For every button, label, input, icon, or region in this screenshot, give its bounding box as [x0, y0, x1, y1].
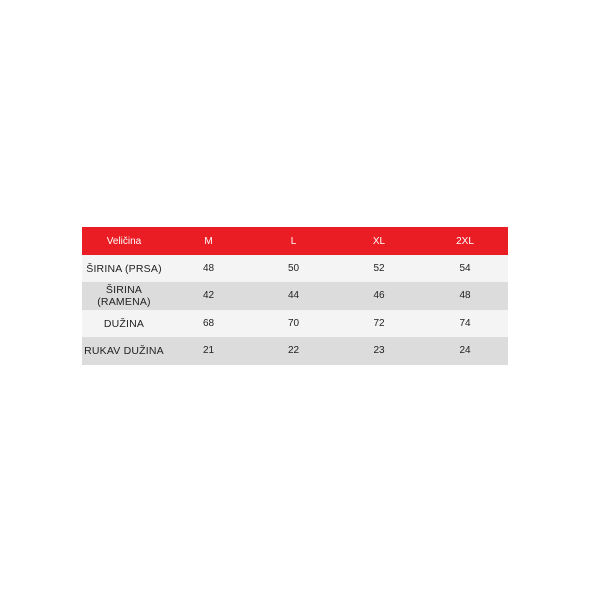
- table-cell: 44: [251, 282, 336, 310]
- row-label-length: DUŽINA: [82, 310, 166, 337]
- table-row: [82, 282, 508, 310]
- table-cell: 42: [166, 282, 251, 310]
- header-size-m: M: [166, 227, 251, 255]
- header-size-l: L: [251, 227, 336, 255]
- table-cell: 48: [422, 282, 508, 310]
- row-label-chest-width: ŠIRINA (PRSA): [82, 255, 166, 282]
- table-cell: 48: [166, 255, 251, 282]
- table-cell: 52: [336, 255, 422, 282]
- table-cell: 24: [422, 337, 508, 365]
- header-size-xl: XL: [336, 227, 422, 255]
- table-cell: 21: [166, 337, 251, 365]
- table-cell: 54: [422, 255, 508, 282]
- table-cell: 46: [336, 282, 422, 310]
- table-cell: 70: [251, 310, 336, 337]
- table-header-row: [82, 227, 508, 255]
- table-cell: 22: [251, 337, 336, 365]
- table-cell: 72: [336, 310, 422, 337]
- row-label-sleeve-length: RUKAV DUŽINA: [82, 337, 166, 365]
- row-label-line: (RAMENA): [97, 296, 151, 308]
- header-size-label: Veličina: [82, 227, 166, 255]
- table-cell: 74: [422, 310, 508, 337]
- row-label-shoulder-width: [82, 282, 166, 310]
- table-cell: 23: [336, 337, 422, 365]
- table-row: [82, 255, 508, 282]
- row-label-line: ŠIRINA: [105, 284, 143, 296]
- header-size-2xl: 2XL: [422, 227, 508, 255]
- size-chart-table: [82, 227, 508, 365]
- table-cell: 50: [251, 255, 336, 282]
- table-row: [82, 310, 508, 337]
- table-row: [82, 337, 508, 365]
- table-cell: 68: [166, 310, 251, 337]
